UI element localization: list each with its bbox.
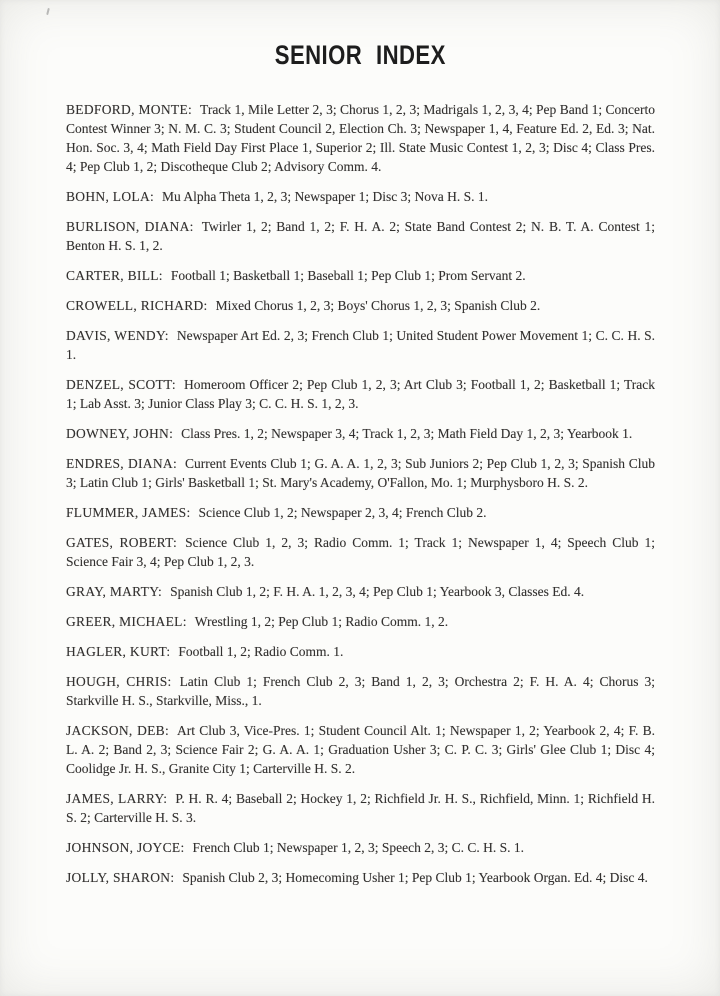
- senior-index-entry: [66, 454, 655, 492]
- student-activities: Mu Alpha Theta 1, 2, 3; Newspaper 1; Disc 3; Nova H. S. 1.: [162, 189, 489, 204]
- student-name: JACKSON, DEB:: [66, 723, 170, 738]
- student-name: HAGLER, KURT:: [66, 644, 171, 659]
- student-name: CROWELL, RICHARD:: [66, 298, 208, 313]
- title-container: [0, 0, 720, 71]
- senior-index-entry: [66, 672, 655, 710]
- senior-index-entry: [66, 217, 655, 255]
- student-name: JOLLY, SHARON:: [66, 870, 175, 885]
- student-activities: Current Events Club 1; G. A. A. 1, 2, 3; Sub Juniors 2; Pep Club 1, 2, 3; Spanish Club 3; Latin Club 1; Girls' Basketball 1; St. Mary's Academy, O'Fallon, Mo. 1; Murphysboro H. S. 2.: [66, 456, 655, 490]
- student-name: DENZEL, SCOTT:: [66, 377, 176, 392]
- senior-index-entry: [66, 503, 655, 522]
- student-name: JOHNSON, JOYCE:: [66, 840, 185, 855]
- page-title: SENIOR INDEX: [274, 40, 446, 70]
- student-activities: Spanish Club 1, 2; F. H. A. 1, 2, 3, 4; Pep Club 1; Yearbook 3, Classes Ed. 4.: [170, 584, 585, 599]
- senior-index-entry: [66, 612, 655, 631]
- student-name: DOWNEY, JOHN:: [66, 426, 174, 441]
- senior-index-entry: [66, 296, 655, 315]
- senior-index-entry: [66, 582, 655, 601]
- student-activities: Homeroom Officer 2; Pep Club 1, 2, 3; Art Club 3; Football 1, 2; Basketball 1; Track 1; Lab Asst. 3; Junior Class Play 3; C. C. H. S. 1, 2, 3.: [66, 377, 655, 411]
- senior-index-entry: [66, 266, 655, 285]
- student-activities: Twirler 1, 2; Band 1, 2; F. H. A. 2; State Band Contest 2; N. B. T. A. Contest 1; Benton H. S. 1, 2.: [66, 219, 655, 253]
- student-activities: Newspaper Art Ed. 2, 3; French Club 1; United Student Power Movement 1; C. C. H. S. 1.: [66, 328, 655, 362]
- student-activities: Track 1, Mile Letter 2, 3; Chorus 1, 2, 3; Madrigals 1, 2, 3, 4; Pep Band 1; Concerto Contest Winner 3; N. M. C. 3; Student Council 2, Election Ch. 3; Newspaper 1, 4, Feature Ed. 2, Ed. 3; Nat. Hon. Soc. 3, 4; Math Field Day First Place 1, Superior 2; Ill. State Music Contest 1, 2, 3; Disc 4; Class Pres. 4; Pep Club 1, 2; Discotheque Club 2; Advisory Comm. 4.: [66, 102, 655, 174]
- student-name: JAMES, LARRY:: [66, 791, 168, 806]
- student-name: FLUMMER, JAMES:: [66, 505, 191, 520]
- senior-index-entry: [66, 721, 655, 778]
- student-activities: Spanish Club 2, 3; Homecoming Usher 1; Pep Club 1; Yearbook Organ. Ed. 4; Disc 4.: [182, 870, 648, 885]
- senior-index-entry: [66, 642, 655, 661]
- senior-index-entry: [66, 187, 655, 206]
- senior-index-entry: [66, 533, 655, 571]
- student-activities: Science Club 1, 2, 3; Radio Comm. 1; Track 1; Newspaper 1, 4; Speech Club 1; Science Fair 3, 4; Pep Club 1, 2, 3.: [66, 535, 655, 569]
- student-activities: Latin Club 1; French Club 2, 3; Band 1, 2, 3; Orchestra 2; F. H. A. 4; Chorus 3; Starkville H. S., Starkville, Miss., 1.: [66, 674, 655, 708]
- student-activities: P. H. R. 4; Baseball 2; Hockey 1, 2; Richfield Jr. H. S., Richfield, Minn. 1; Richfield H. S. 2; Carterville H. S. 3.: [66, 791, 655, 825]
- student-name: HOUGH, CHRIS:: [66, 674, 172, 689]
- student-activities: Mixed Chorus 1, 2, 3; Boys' Chorus 1, 2, 3; Spanish Club 2.: [215, 298, 541, 313]
- student-activities: Football 1, 2; Radio Comm. 1.: [178, 644, 344, 659]
- student-activities: Football 1; Basketball 1; Baseball 1; Pep Club 1; Prom Servant 2.: [170, 268, 526, 283]
- student-name: ENDRES, DIANA:: [66, 456, 177, 471]
- student-name: GRAY, MARTY:: [66, 584, 163, 599]
- student-name: CARTER, BILL:: [66, 268, 163, 283]
- student-name: GATES, ROBERT:: [66, 535, 178, 550]
- student-name: BOHN, LOLA:: [66, 189, 155, 204]
- student-activities: Wrestling 1, 2; Pep Club 1; Radio Comm. 1, 2.: [194, 614, 449, 629]
- senior-index-entry: [66, 100, 655, 176]
- senior-index-entry-list: [0, 100, 720, 887]
- student-activities: Science Club 1, 2; Newspaper 2, 3, 4; French Club 2.: [198, 505, 487, 520]
- student-activities: French Club 1; Newspaper 1, 2, 3; Speech 2, 3; C. C. H. S. 1.: [192, 840, 524, 855]
- student-name: DAVIS, WENDY:: [66, 328, 169, 343]
- student-name: BEDFORD, MONTE:: [66, 102, 193, 117]
- student-name: BURLISON, DIANA:: [66, 219, 194, 234]
- senior-index-entry: [66, 789, 655, 827]
- senior-index-entry: [66, 326, 655, 364]
- student-activities: Art Club 3, Vice-Pres. 1; Student Council Alt. 1; Newspaper 1, 2; Yearbook 2, 4; F. B. L. A. 2; Band 2, 3; Science Fair 2; G. A. A. 1; Graduation Usher 3; C. P. C. 3; Girls' Glee Club 1; Disc 4; Coolidge Jr. H. S., Granite City 1; Carterville H. S. 2.: [66, 723, 656, 776]
- senior-index-entry: [66, 375, 655, 413]
- senior-index-entry: [66, 868, 655, 887]
- senior-index-entry: [66, 838, 655, 857]
- student-name: GREER, MICHAEL:: [66, 614, 187, 629]
- senior-index-entry: [66, 424, 655, 443]
- student-activities: Class Pres. 1, 2; Newspaper 3, 4; Track 1, 2, 3; Math Field Day 1, 2, 3; Yearbook 1.: [181, 426, 633, 441]
